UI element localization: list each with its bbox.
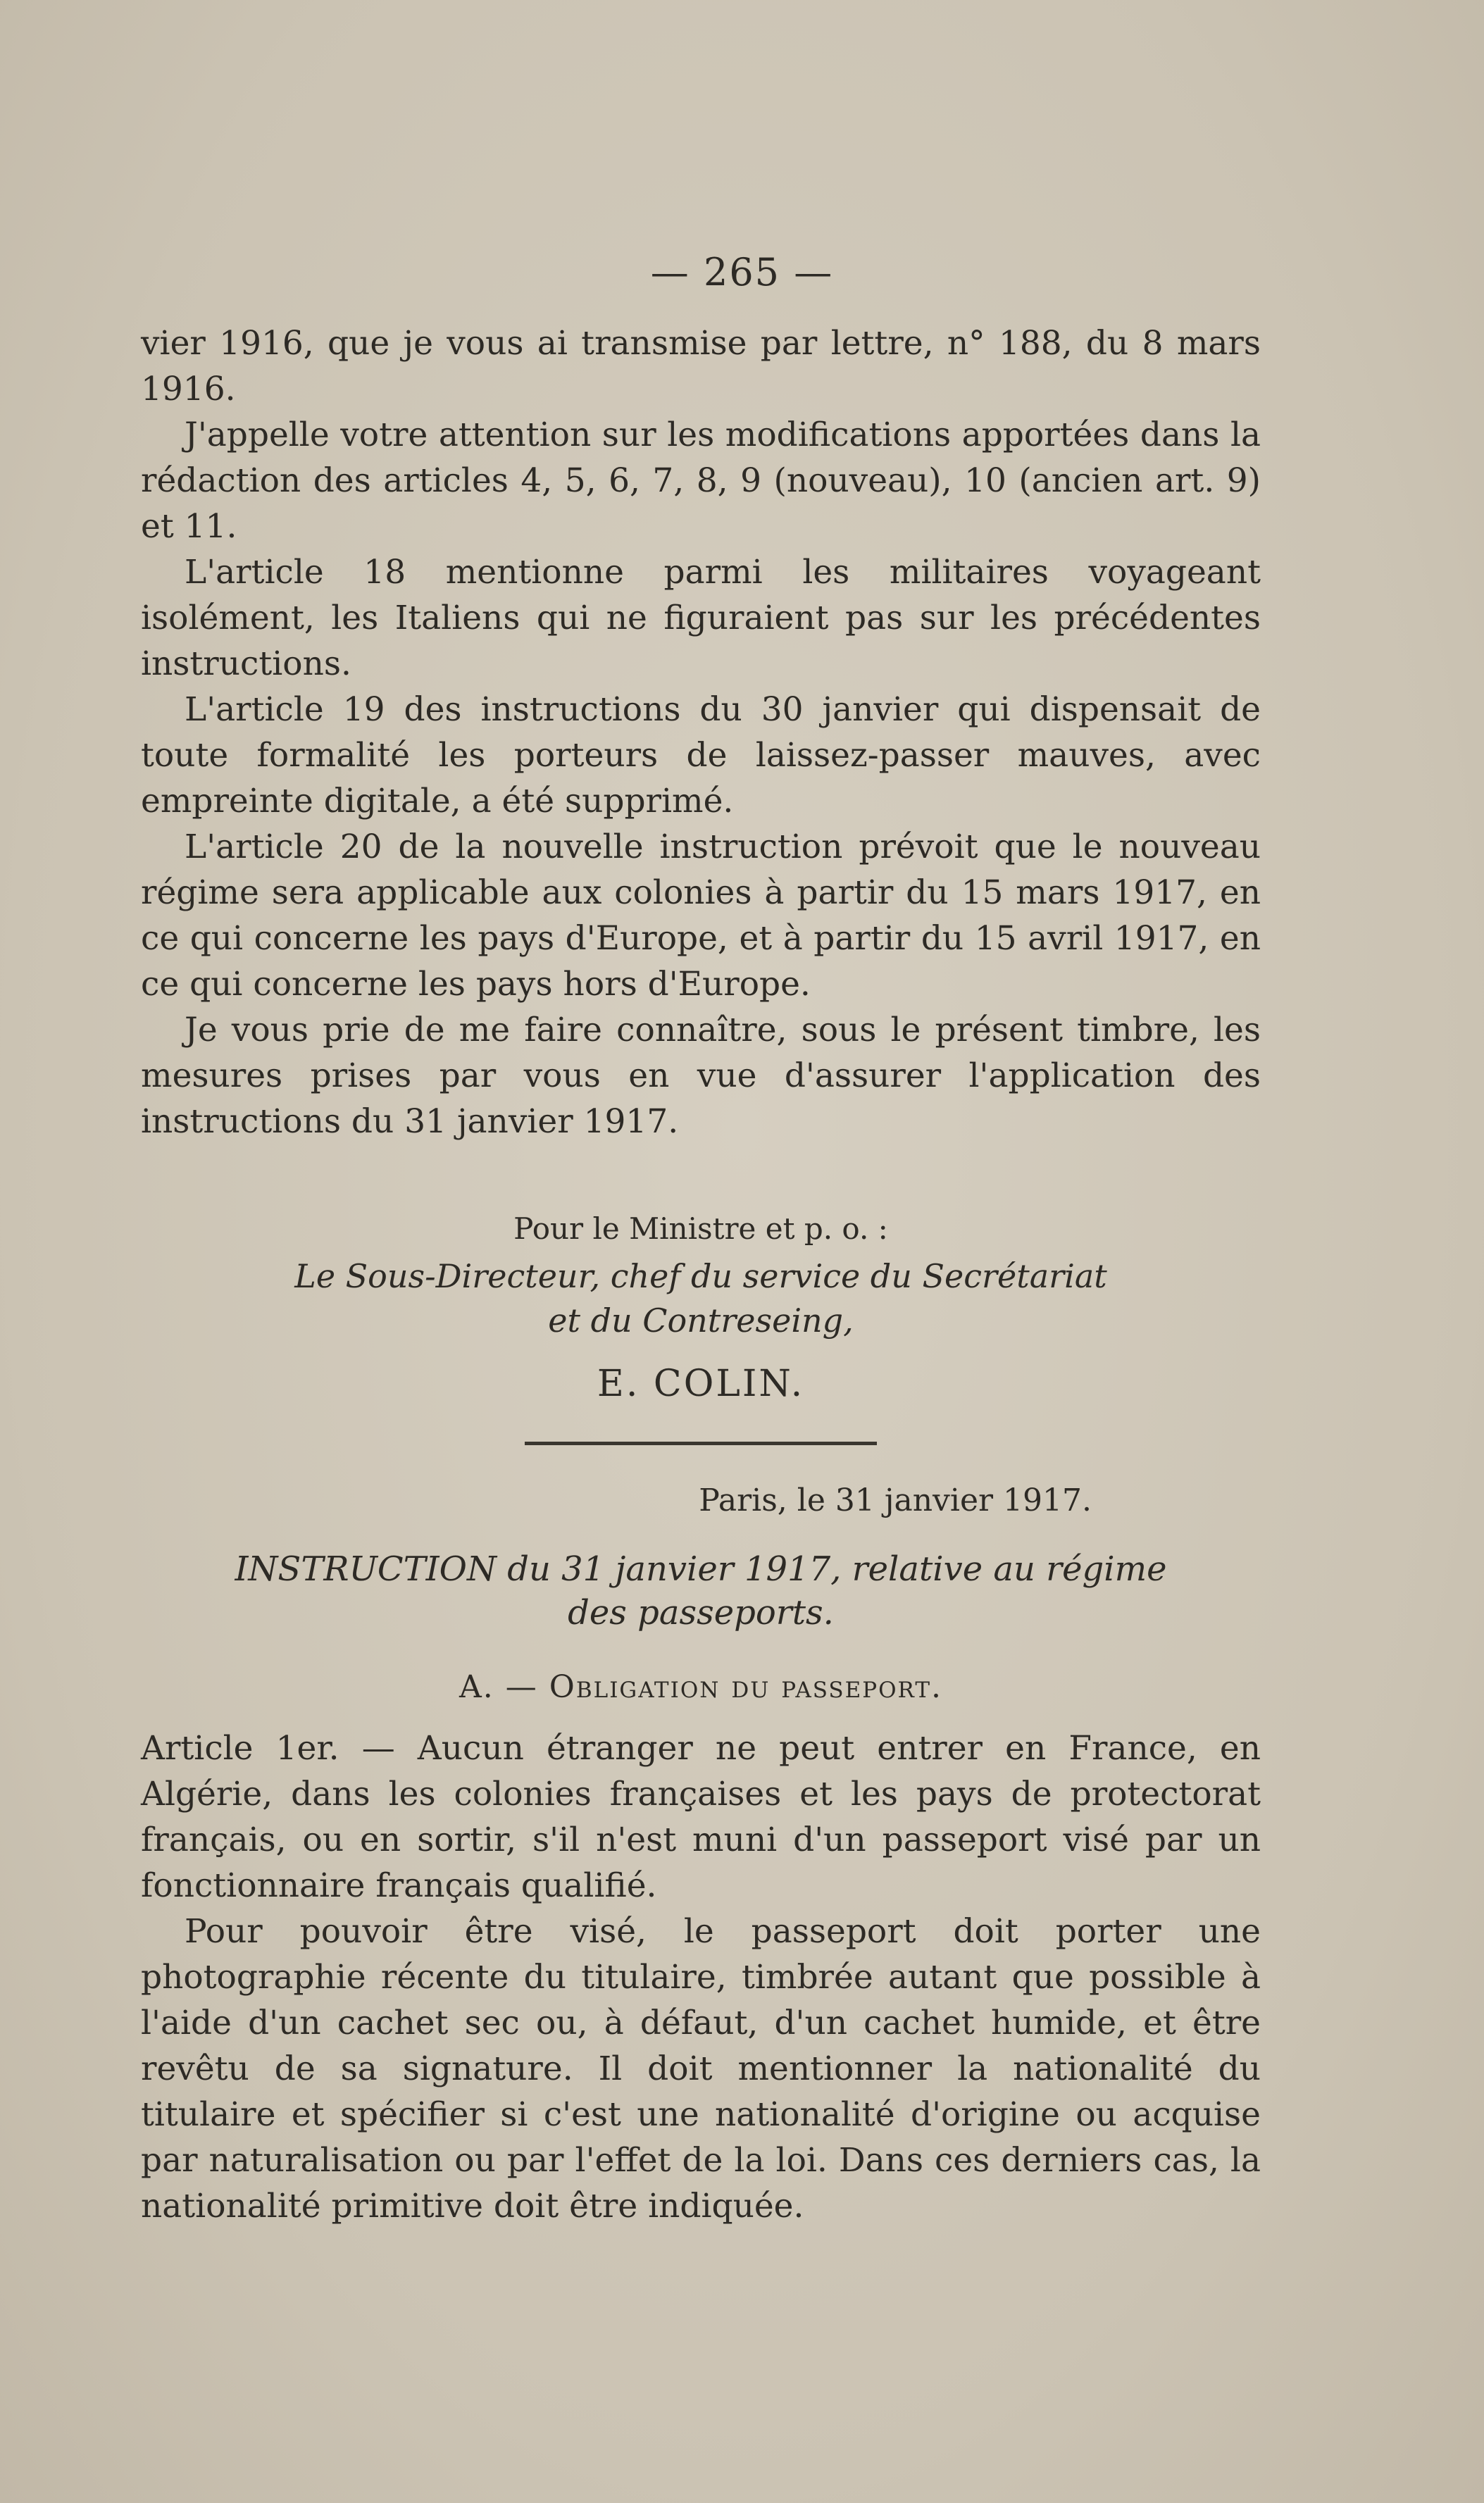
- section-letter: A. —: [459, 1669, 538, 1705]
- paragraph: Je vous prie de me faire connaître, sous le présent timbre, les mesures prises par vous en vue d'assurer l'application des instructions du 31 janvier 1917.: [141, 1011, 1261, 1141]
- paragraph: Pour pouvoir être visé, le passeport doit porter une photographie récente du titulaire, timbrée autant que possible à l'aide d'un cachet sec ou, à défaut, d'un cachet humide, et être revêtu de sa signature. Il doit mentionner la nationalité du titulaire et spécifier si c'est une nationalité d'origine ou acquise par naturalisation ou par l'effet de la loi. Dans ces derniers cas, la nationalité primitive doit être indiquée.: [141, 1912, 1261, 2226]
- paragraph: L'article 18 mentionne parmi les militaires voyageant isolément, les Italiens qui ne figuraient pas sur les précédentes instructions.: [141, 553, 1261, 683]
- signature-line-1: Pour le Ministre et p. o. :: [513, 1211, 888, 1246]
- bottom-text-block: [141, 1725, 1261, 2229]
- instruction-title-line-2: des passeports.: [568, 1593, 834, 1633]
- paragraph: vier 1916, que je vous ai transmise par lettre, n° 188, du 8 mars 1916.: [141, 324, 1261, 408]
- paragraph: J'appelle votre attention sur les modifications apportées dans la rédaction des articles 4, 5, 6, 7, 8, 9 (nouveau), 10 (ancien art. 9) et 11.: [141, 416, 1261, 546]
- signature-line-3: et du Contreseing,: [548, 1302, 854, 1340]
- paragraph: Article 1er. — Aucun étranger ne peut entrer en France, en Algérie, dans les colonies françaises et les pays de protectorat français, ou en sortir, s'il n'est muni d'un passeport visé par un fonctionnaire français qualifié.: [141, 1729, 1261, 1905]
- paragraph: L'article 20 de la nouvelle instruction prévoit que le nouveau régime sera applicable aux colonies à partir du 15 mars 1917, en ce qui concerne les pays d'Europe, et à partir du 15 avril 1917, en ce qui concerne les pays hors d'Europe.: [141, 828, 1261, 1004]
- signature-name: E. COLIN.: [597, 1363, 805, 1405]
- paragraph: L'article 19 des instructions du 30 janvier qui dispensait de toute formalité les porteurs de laissez-passer mauves, avec empreinte digitale, a été supprimé.: [141, 690, 1261, 820]
- section-heading: [141, 1669, 1261, 1705]
- page-number: — 265 —: [650, 250, 834, 294]
- instruction-title-line-1: INSTRUCTION du 31 janvier 1917, relative au régime: [235, 1549, 1167, 1589]
- dateline: Paris, le 31 janvier 1917.: [699, 1483, 1092, 1518]
- section-title: Obligation du passeport.: [549, 1669, 942, 1705]
- signature-line-2: Le Sous-Directeur, chef du service du Secrétariat: [294, 1257, 1107, 1295]
- separator-rule: [525, 1442, 877, 1445]
